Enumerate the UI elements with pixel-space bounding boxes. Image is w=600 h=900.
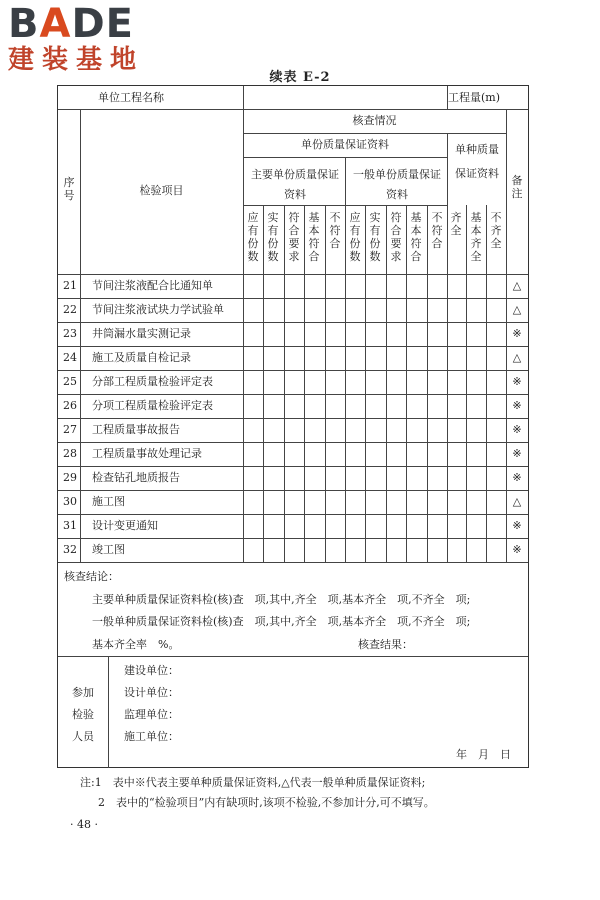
row-mark: ※ (512, 471, 522, 484)
single-kind-header: 单种质量保证资料 (455, 143, 499, 180)
row-item: 节间注浆液配合比通知单 (92, 279, 213, 292)
construction-unit: 建设单位： (124, 664, 179, 677)
row-item: 节间注浆液试块力学试验单 (92, 303, 224, 316)
kind-header: 不齐全 (490, 211, 502, 250)
row-mark: △ (512, 495, 522, 508)
row-item: 工程质量事故处理记录 (92, 447, 202, 460)
item-header: 检验项目 (139, 184, 184, 197)
row-item: 设计变更通知 (92, 519, 158, 532)
date-line: 年 月 日 (456, 748, 511, 761)
row-number: 27 (63, 423, 77, 436)
row-number: 26 (63, 399, 77, 412)
row-number: 31 (63, 519, 77, 532)
participants-label: 参加 (72, 686, 94, 699)
kind-header: 基本齐全 (470, 211, 482, 263)
footnote-1: 注:1 表中※代表主要单种质量保证资料,△代表一般单种质量保证资料; (80, 776, 426, 789)
single-docs-label: 单份质量保证资料 (301, 138, 389, 151)
row-mark: △ (512, 303, 522, 316)
sub-header: 基本符合 (308, 211, 320, 263)
sub-header: 符合要求 (288, 211, 300, 263)
conclusion-rate: 基本齐全率 %。 (92, 638, 180, 651)
row-item: 工程质量事故报告 (92, 423, 180, 436)
row-mark: ※ (512, 543, 522, 556)
row-item: 施工及质量自检记录 (92, 351, 191, 364)
supervision-unit: 监理单位： (124, 708, 179, 721)
row-mark: ※ (512, 399, 522, 412)
row-number: 22 (63, 303, 77, 316)
row-number: 23 (63, 327, 77, 340)
row-item: 检查钻孔地质报告 (92, 471, 180, 484)
design-unit: 设计单位： (124, 686, 179, 699)
row-number: 24 (63, 351, 77, 364)
conclusion-general: 一般单种质量保证资料检(核)查 项,其中,齐全 项,基本齐全 项,不齐全 项; (92, 615, 471, 628)
row-number: 29 (63, 471, 77, 484)
row-number: 28 (63, 447, 77, 460)
check-status-label: 核查情况 (352, 114, 397, 127)
general-docs-label: 一般单份质量保证资料 (353, 168, 441, 201)
row-mark: △ (512, 351, 522, 364)
sub-header: 符合要求 (390, 211, 402, 263)
table-title: 续表 E-2 (269, 70, 331, 85)
row-mark: ※ (512, 447, 522, 460)
row-item: 井筒漏水量实测记录 (92, 327, 191, 340)
seq-header: 序号 (63, 176, 75, 202)
participants-label: 人员 (72, 730, 94, 743)
remark-header: 备注 (511, 174, 523, 200)
sub-header: 应有份数 (349, 211, 361, 263)
row-number: 21 (63, 279, 77, 292)
unit-name-label: 单位工程名称 (98, 91, 164, 104)
kind-header: 齐全 (450, 211, 462, 237)
row-item: 分部工程质量检验评定表 (92, 375, 213, 388)
sub-header: 不符合 (329, 211, 341, 250)
row-mark: ※ (512, 519, 522, 532)
row-item: 施工图 (92, 495, 125, 508)
row-item: 分项工程质量检验评定表 (92, 399, 213, 412)
sub-header: 应有份数 (247, 211, 259, 263)
row-mark: ※ (512, 327, 522, 340)
logo-chinese: 建装基地 (8, 45, 145, 75)
row-mark: △ (512, 279, 522, 292)
bade-logo (8, 2, 178, 76)
row-item: 竣工图 (92, 543, 125, 556)
row-number: 32 (63, 543, 77, 556)
logo-wordmark: BADE (8, 1, 134, 47)
sub-header: 实有份数 (267, 211, 279, 263)
row-number: 25 (63, 375, 77, 388)
conclusion-result: 核查结果： (358, 638, 413, 651)
footnotes (80, 773, 435, 813)
page-number: · 48 · (70, 818, 98, 831)
sub-header: 不符合 (431, 211, 443, 250)
conclusion-main: 主要单种质量保证资料检(核)查 项,其中,齐全 项,基本齐全 项,不齐全 项; (92, 593, 471, 606)
sub-header: 实有份数 (369, 211, 381, 263)
row-mark: ※ (512, 375, 522, 388)
row-mark: ※ (512, 423, 522, 436)
conclusion-label: 核查结论： (64, 570, 119, 583)
main-docs-label: 主要单份质量保证资料 (251, 168, 339, 201)
footnote-2: 2 表中的“检验项目”内有缺项时,该项不检验,不参加计分,可不填写。 (98, 796, 435, 809)
quantity-label: 工程量(m) (448, 91, 501, 104)
row-number: 30 (63, 495, 77, 508)
contractor-unit: 施工单位： (124, 730, 179, 743)
inspection-table (57, 85, 529, 768)
participants-label: 检验 (72, 708, 94, 721)
sub-header: 基本符合 (410, 211, 422, 263)
